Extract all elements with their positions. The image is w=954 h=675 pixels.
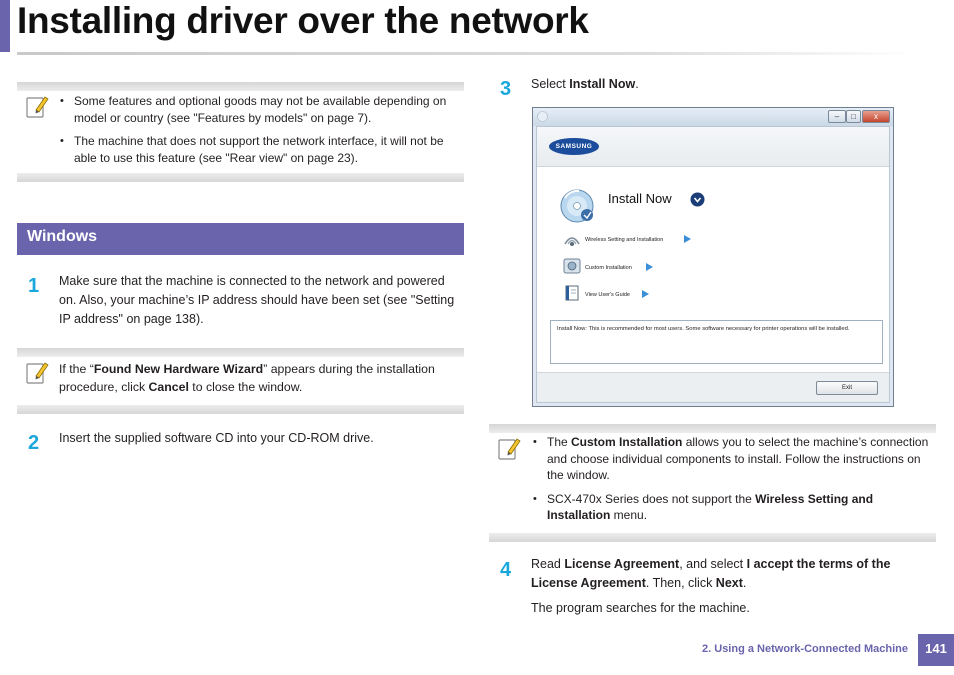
note-top-border [17, 348, 464, 357]
text-run: menu. [610, 508, 648, 522]
wireless-icon [562, 230, 582, 248]
text-run: SCX-470x Series does not support the [547, 491, 756, 506]
note-pencil-icon [25, 94, 49, 120]
user-guide-icon [564, 284, 580, 302]
note-box-hardware-wizard [17, 348, 464, 414]
title-divider [17, 52, 917, 55]
list-item: • The machine that does not support the network interface, it will not be able to use this feature (see "Rear view" on page 23). [58, 133, 460, 166]
text-run: . Then, click [645, 576, 716, 590]
maximize-button[interactable]: □ [846, 110, 861, 123]
note-top-border [17, 82, 464, 91]
text-run: The [547, 435, 572, 449]
step-number-1: 1 [28, 275, 40, 297]
text-run: . [635, 77, 639, 91]
title-accent-bar [0, 0, 10, 52]
menu-item-user-guide[interactable]: View User's Guide [585, 292, 630, 298]
text-run: to close the window. [188, 380, 303, 394]
close-button[interactable]: x [862, 110, 890, 123]
menu-item-custom[interactable]: Custom Installation [585, 265, 632, 271]
minimize-button[interactable]: – [828, 110, 846, 123]
note-text [58, 93, 460, 173]
bold-run: License Agreement [564, 557, 680, 571]
arrow-circle-icon[interactable] [690, 192, 705, 207]
step-number-3: 3 [500, 78, 512, 100]
play-arrow-icon [642, 290, 649, 298]
custom-install-icon [562, 256, 582, 276]
step-number-2: 2 [28, 432, 40, 454]
note-box-custom-installation [489, 424, 936, 542]
samsung-logo: SAMSUNG [549, 138, 599, 155]
text-run: Read [531, 557, 565, 571]
note-bottom-border [489, 533, 936, 542]
installer-screenshot [532, 107, 894, 407]
exit-button[interactable]: Exit [816, 381, 878, 395]
menu-item-wireless[interactable]: Wireless Setting and Installation [585, 237, 664, 243]
note-box-features [17, 82, 464, 182]
list-item: • Some features and optional goods may not be available depending on model or country (see "Features by models" on page 7). [58, 93, 460, 126]
install-cd-icon [559, 186, 599, 226]
brand-header [537, 127, 889, 167]
text-run: . [742, 576, 747, 590]
section-heading-windows: Windows [17, 223, 464, 255]
note-text [531, 434, 935, 531]
step-2-text: Insert the supplied software CD into your CD-ROM drive. [59, 431, 374, 445]
note-bottom-border [17, 405, 464, 414]
bold-run: Install Now [569, 77, 636, 91]
text-run: ” appears during the installation procedure, click [59, 362, 435, 394]
window-titlebar [533, 108, 893, 126]
list-item [531, 434, 935, 484]
text-run: If the “ [59, 362, 94, 376]
bold-run: I accept the terms of the License Agreement [531, 557, 891, 590]
step-number-4: 4 [500, 559, 512, 581]
step-4-text [531, 555, 936, 593]
bold-run: Cancel [148, 380, 189, 394]
play-arrow-icon [684, 235, 691, 243]
install-now-option[interactable]: Install Now [608, 191, 672, 206]
step-4-followup: The program searches for the machine. [531, 601, 750, 615]
installer-footer [537, 372, 889, 402]
note-bottom-border [17, 173, 464, 182]
note-pencil-icon [497, 436, 521, 462]
app-orb-icon [537, 111, 548, 122]
note-top-border [489, 424, 936, 433]
text-run: , and select [679, 557, 747, 571]
note-text [59, 360, 459, 396]
text-run: allows you to select the machine’s connection and choose individual components to install. Follow the instructions on the window. [547, 435, 929, 482]
note-pencil-icon [25, 360, 49, 386]
text-run: Select [531, 77, 570, 91]
page-title: Installing driver over the network [17, 0, 589, 41]
bold-run: Next [715, 576, 743, 590]
page-number: 141 [918, 634, 954, 666]
chapter-footer: 2. Using a Network-Connected Machine [702, 643, 908, 655]
play-arrow-icon [646, 263, 653, 271]
bold-run: Wireless Setting and Installation [547, 491, 874, 522]
step-3-text [531, 75, 931, 94]
bold-run: Custom Installation [571, 435, 683, 449]
step-1-text: Make sure that the machine is connected to the network and powered on. Also, your machine’s IP address should have been set (see "Setting IP address" on page 138). [59, 274, 455, 326]
list-item [531, 491, 935, 524]
installer-body [536, 126, 890, 403]
description-box: Install Now: This is recommended for most users. Some software necessary for printer operations will be installed. [550, 320, 883, 364]
bold-run: Found New Hardware Wizard [93, 362, 264, 376]
